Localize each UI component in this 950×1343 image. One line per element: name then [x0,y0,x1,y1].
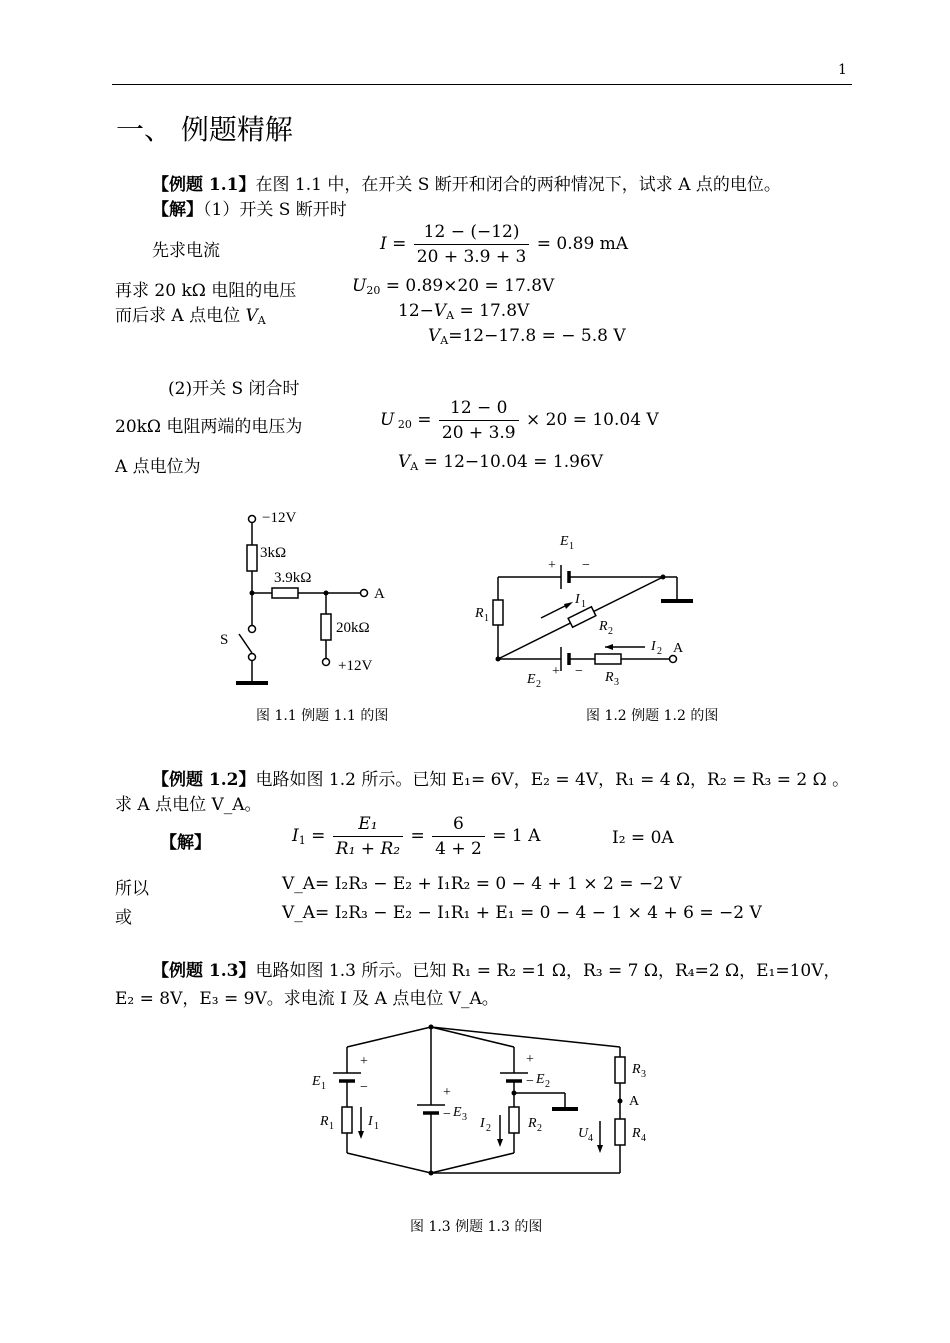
fig13-label-e2-minus: − [526,1074,534,1089]
current-result: = 0.89 mA [536,234,629,254]
fig13-label-r1: R [320,1114,329,1129]
fig13-label-e1-minus: − [360,1080,368,1095]
i1-equation: $I_1$ = $\frac{\text{E₁}}{\text{R₁ + R₂}}$ = $\frac{6}{4 + 2}$ = 1 A [292,814,541,859]
fig13-label-u4-sub: 4 [588,1133,593,1144]
i1-denominator: R₁ + R₂ [335,839,401,859]
fig12-label-r3-sub: 3 [614,677,619,688]
fig12-label-e2-sub: 2 [536,679,541,690]
figure-1-1-circuit [200,500,440,700]
current-numerator: 12 − (−12) [414,222,530,245]
vab-label: A 点电位为 [115,457,201,477]
fig13-label-i1-sub: 1 [374,1121,379,1132]
fig12-label-e2-minus: − [575,664,583,679]
fig12-label-i1-sub: 1 [581,599,586,610]
va-label: 而后求 A 点电位 $V_A$ [115,306,266,327]
example-1-3-head: 【例题 1.3】 [152,961,256,981]
fig13-label-r4-sub: 4 [641,1133,646,1144]
u20b-denominator: 20 + 3.9 [441,423,516,443]
fig12-label-r1: R [475,606,484,621]
fig12-label-e1-plus: + [548,558,556,573]
fig11-label-s: S [220,632,229,648]
example-1-2-question-2: 求 A 点电位 V_A。 [115,795,262,815]
case2-label: (2)开关 S 闭合时 [168,379,300,399]
fig13-label-i2-sub: 2 [486,1123,491,1134]
fig13-label-e1-sub: 1 [321,1081,326,1092]
va-equation-2: $V_A=12-17.8$ = − 5.8 V [428,326,626,347]
fig13-label-r3-sub: 3 [641,1069,646,1080]
case1-label: （1）开关 S 断开时 [203,200,347,220]
example-1-2-head: 【例题 1.2】 [152,770,256,790]
i1-denominator-2: 4 + 2 [435,839,482,859]
fig11-label-a: A [374,586,385,602]
fig12-label-e1-minus: − [582,558,590,573]
i1-numerator-2: 6 [432,814,485,837]
u20-label: 再求 20 kΩ 电阻的电压 [115,281,297,301]
example-1-2-text: 电路如图 1.2 所示。已知 E₁= 6V，E₂ = 4V，R₁ = 4 Ω，R₂ = R₃ = 2 Ω 。 [255,770,850,790]
so-label: 所以 [115,879,149,899]
fig13-label-r1-sub: 1 [329,1121,334,1132]
va-value-2: =12−17.8 = − 5.8 V [448,326,626,346]
example-1-3-question-2: E₂ = 8V，E₃ = 9V。求电流 I 及 A 点电位 V_A。 [115,989,499,1009]
fig13-label-e2-sub: 2 [545,1079,550,1090]
fig12-label-i2-sub: 2 [657,646,662,657]
fig12-label-e2: E [527,672,536,687]
fig11-label-neg12v: −12V [262,510,297,526]
fig13-label-r3: R [632,1062,641,1077]
solution-label: 【解】 [152,200,203,220]
example-1-2-solution-label: 【解】 [160,833,211,853]
va-label-text: 而后求 A 点电位 [115,306,241,326]
figure-1-3-caption: 图 1.3 例题 1.3 的图 [410,1219,543,1235]
fig11-label-pos12v: +12V [338,658,373,674]
fig13-label-a: A [629,1094,640,1109]
fig12-label-i2: I [651,639,656,654]
fig13-label-r2: R [528,1116,537,1131]
header-rule [112,84,852,85]
fig13-label-i2: I [480,1116,485,1131]
figure-1-2-circuit [465,525,705,695]
fig12-label-r1-sub: 1 [484,613,489,624]
i2-equation: I₂ = 0A [612,828,674,848]
section-title: 一、 例题精解 [116,113,293,146]
fig13-label-e1-plus: + [360,1054,368,1069]
fig12-label-r3: R [605,670,614,685]
example-1-3-question [152,956,841,981]
or-equation: V_A= I₂R₃ − E₂ − I₁R₁ + E₁ = 0 − 4 − 1 × 4 + 6 = −2 V [282,903,762,923]
fig12-label-r2-sub: 2 [608,626,613,637]
fig11-label-3k: 3kΩ [260,545,287,561]
fig13-label-e3-sub: 3 [462,1112,467,1123]
fig13-label-e2-plus: + [526,1052,534,1067]
fig11-label-20k: 20kΩ [336,620,370,636]
fig12-label-i1: I [575,592,580,607]
fig13-label-r4: R [632,1126,641,1141]
i1-numerator: E₁ [333,814,403,837]
figure-1-3-circuit [300,1015,670,1190]
example-1-2-question [152,765,849,790]
u20b-result: × 20 = 10.04 V [526,410,659,430]
i1-result: = 1 A [492,826,541,846]
current-label: 先求电流 [152,241,220,261]
fig13-label-e3-minus: − [443,1107,451,1122]
fig12-label-r2: R [599,619,608,634]
u20b-numerator: 12 − 0 [439,398,519,421]
current-equation: I = $\frac{12 - (-12)}{20 + 3.9 + 3}$ = 0.89 mA [380,222,629,267]
figure-1-1-caption: 图 1.1 例题 1.1 的图 [256,708,389,724]
u20-value: = 0.89×20 = 17.8V [385,276,555,296]
fig13-label-u4: U [578,1126,589,1141]
va-equation-1: $12-V_A = 17.8V$ [398,301,530,322]
figure-1-2-caption: 图 1.2 例题 1.2 的图 [586,708,719,724]
example-1-1-question [152,170,781,195]
fig12-label-a: A [673,641,684,656]
fig13-label-e3-plus: + [443,1085,451,1100]
so-equation: V_A= I₂R₃ − E₂ + I₁R₂ = 0 − 4 + 1 × 2 = −2 V [282,874,682,894]
vab-equation: $V_A = 12-10.04 = 1.96V$ [398,452,604,473]
example-1-3-text: 电路如图 1.3 所示。已知 R₁ = R₂ =1 Ω，R₃ = 7 Ω，R₄=2 Ω，E₁=10V， [255,961,841,981]
va-value-1: = 17.8V [459,301,530,321]
u20-equation: $U_{20} = 0.89\times 20 = 17.8V$ [352,276,555,297]
page-number: 1 [838,62,847,78]
example-1-1-text: 在图 1.1 中，在开关 S 断开和闭合的两种情况下，试求 A 点的电位。 [255,175,781,195]
fig13-label-e3: E [453,1105,462,1120]
fig13-label-e2: E [536,1072,545,1087]
fig12-label-e1: E [560,534,569,549]
u20b-equation: U $_{20}$ = $\frac{12 - 0}{20 + 3.9}$ × 20 = 10.04 V [380,398,659,443]
fig13-label-e1: E [312,1074,321,1089]
fig11-label-3-9k: 3.9kΩ [274,570,312,586]
example-1-1-head: 【例题 1.1】 [152,175,256,195]
example-1-1-solution-head [152,195,347,220]
fig12-label-e2-plus: + [552,664,560,679]
fig13-label-r2-sub: 2 [537,1123,542,1134]
fig12-label-e1-sub: 1 [569,541,574,552]
u20b-label: 20kΩ 电阻两端的电压为 [115,417,303,437]
current-denominator: 20 + 3.9 + 3 [416,247,527,267]
or-label: 或 [115,908,132,928]
fig13-label-i1: I [368,1114,373,1129]
vab-value: = 12−10.04 = 1.96V [423,452,604,472]
